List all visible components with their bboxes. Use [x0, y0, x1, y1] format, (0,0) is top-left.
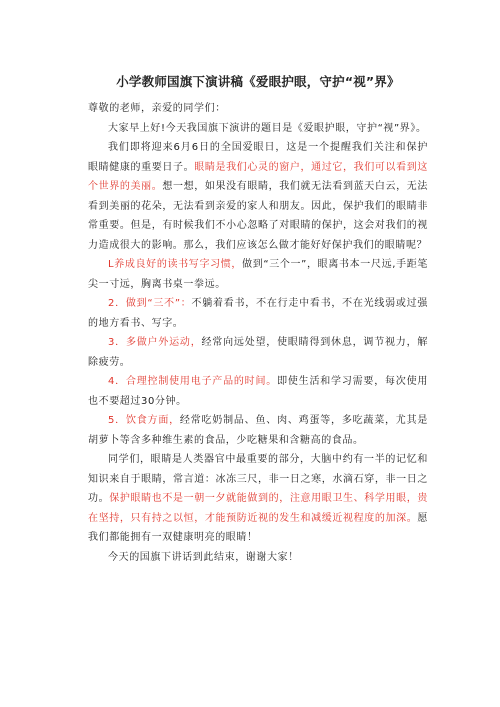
conclusion-text: 同学们，眼睛是人类器官中最重要的部分，大脑中约有一半的记忆和知识来自于眼睛，常言道：冰冻三尺，非一日之寒，水滴石穿，非一日之功。: [88, 454, 428, 504]
greeting: 尊敬的老师，亲爱的同学们：: [88, 103, 226, 114]
tip-1-text: 做到“三个一”，眼离书本一尺远,手距笔尖一寸远，胸离书桌一拳远。: [88, 259, 428, 290]
tip-5-text: 经常吃奶制品、鱼、肉、鸡蛋等，多吃蔬菜，尤其是胡萝卜等含多种维生素的食品，少吃糖果和含糖高的食品。: [88, 415, 428, 446]
tip-item-4: [88, 372, 428, 411]
tip-1-heading: L养成良好的读书写字习惯，: [108, 259, 243, 270]
speech-document: [88, 72, 428, 567]
tip-3-heading: 3．多做户外运动，: [108, 337, 202, 348]
tip-2-text: 不躺着看书，不在行走中看书，不在光线弱或过强的地方看书、写字。: [88, 298, 429, 329]
tip-item-1: [88, 255, 428, 294]
tip-item-3: [88, 333, 428, 372]
tip-2-heading: 2．做到“三不”：: [108, 298, 192, 309]
eye-day-text: 我们即将迎来6月6日的全国爱眼日，这是一个提醒我们关注和保护眼睛健康的重要日子。: [88, 142, 428, 173]
tip-4-heading: 4．合理控制使用电子产品的时间。: [108, 376, 278, 387]
tip-item-5: [88, 411, 428, 450]
document-title: 小学教师国旗下演讲稿《爱眼护眼，守护“视”界》: [116, 74, 400, 89]
closing-line: 今天的国旗下讲话到此结束，谢谢大家！: [108, 551, 299, 563]
tip-3-text: 经常向远处望，使眼睛得到休息，调节视力，解除疲劳。: [88, 337, 428, 368]
conclusion-wish: 愿我们都能拥有一双健康明亮的眼睛！: [88, 512, 428, 543]
eye-day-paragraph: [88, 138, 428, 255]
conclusion-highlight: 保护眼睛也不是一朝一夕就能做到的，注意用眼卫生、科学用眼，贵在坚持，只有持之以恒，才能预防近视的发生和减缓近视程度的加深。: [88, 493, 429, 524]
tip-5-heading: 5．饮食方面，: [108, 415, 180, 426]
intro-paragraph: 大家早上好!今天我国旗下演讲的题目是《爱眼护眼，守护“视”界》。: [108, 122, 427, 134]
eye-day-continuation: 想一想，如果没有眼睛，我们就无法看到蓝天白云，无法看到美丽的花朵，无法看到亲爱的家人和朋友。因此，保护我们的眼睛非常重要。但是，有时候我们不小心忽略了对眼睛的保护，这会对我们的视力造成很大的影响。那么，我们应该怎么做才能好好保护我们的眼睛呢？: [88, 181, 429, 251]
tip-item-2: [88, 294, 428, 333]
tip-4-text: 即使生活和学习需要，每次使用也不要超过30分钟。: [88, 376, 428, 407]
conclusion-paragraph: [88, 450, 428, 548]
eye-window-highlight: 眼睛是我们心灵的窗户，通过它，我们可以看到这个世界的美丽。: [88, 161, 429, 192]
